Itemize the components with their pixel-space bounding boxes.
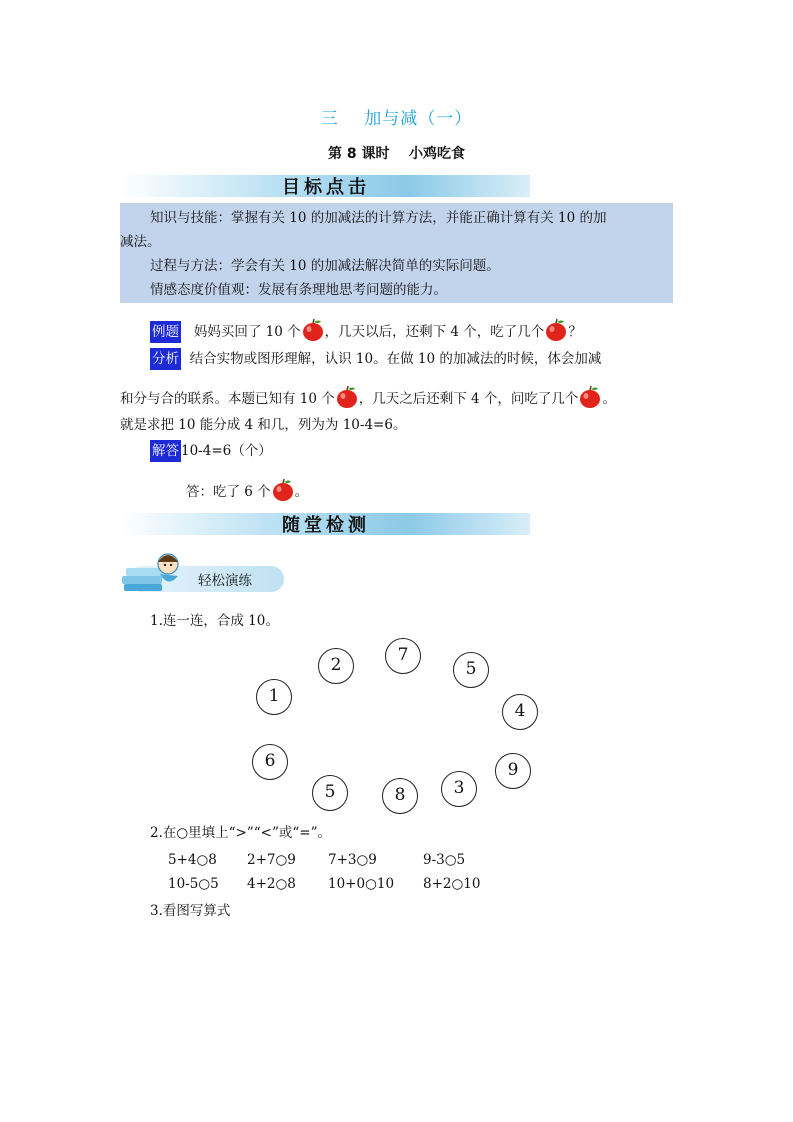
- number-circle[interactable]: 3: [441, 771, 477, 807]
- analysis-text-1: 结合实物或图形理解，认识 10。在做 10 的加减法的时候，体会加减: [189, 351, 602, 367]
- answer-reply-end: 。: [294, 484, 309, 500]
- example-tag: 例题: [150, 321, 181, 343]
- compare-item[interactable]: 9-3○5: [423, 852, 466, 868]
- lesson-title: 第 8 课时 小鸡吃食: [328, 146, 465, 162]
- q1-title: 1.连一连，合成 10。: [150, 613, 279, 629]
- analysis-line-1: [150, 348, 601, 370]
- analysis-tag: 分析: [150, 348, 181, 370]
- answer-formula: 10-4=6（个）: [181, 443, 272, 459]
- apple-icon: [271, 478, 295, 502]
- number-circle[interactable]: 9: [495, 753, 531, 789]
- apple-icon: [301, 318, 325, 342]
- compare-item[interactable]: 7+3○9: [328, 852, 377, 868]
- answer-reply: [186, 478, 308, 503]
- analysis-text-2a: 和分与合的联系。本题已知有 10 个: [120, 391, 335, 407]
- analysis-text-2b: ，几天之后还剩下 4 个，问吃了几个: [358, 391, 579, 407]
- example-text-b: ，几天以后，还剩下 4 个，吃了几个: [324, 324, 545, 340]
- compare-item[interactable]: 10+0○10: [328, 876, 395, 892]
- number-circle[interactable]: 6: [252, 744, 288, 780]
- goal-knowledge: [150, 207, 607, 229]
- goal-text: 学会有关 10 的加减法解决简单的实际问题。: [231, 258, 500, 274]
- example-line: [150, 318, 582, 343]
- apple-icon: [578, 385, 602, 409]
- goal-knowledge-cont: 减法。: [120, 234, 161, 250]
- number-circle[interactable]: 7: [385, 638, 421, 674]
- goals-banner: [120, 175, 530, 197]
- analysis-text-2c: 。: [602, 391, 616, 407]
- answer-reply-text: 答：吃了 6 个: [186, 484, 271, 500]
- goal-label: 过程与方法：: [150, 258, 231, 274]
- example-text-c: ？: [568, 324, 582, 340]
- apple-icon: [544, 318, 568, 342]
- example-text-a: 妈妈买回了 10 个: [193, 324, 301, 340]
- analysis-line-2: [120, 385, 616, 410]
- apple-icon: [335, 385, 359, 409]
- goal-label: 知识与技能：: [150, 210, 231, 226]
- goal-text: 发展有条理地思考问题的能力。: [258, 282, 447, 298]
- answer-tag: 解答: [150, 440, 181, 462]
- reading-child-icon: [120, 548, 190, 596]
- goal-label: 情感态度价值观：: [150, 282, 258, 298]
- number-circle[interactable]: 8: [382, 778, 418, 814]
- goal-attitude: [150, 279, 447, 301]
- compare-item[interactable]: 10-5○5: [168, 876, 219, 892]
- number-circle[interactable]: 5: [453, 652, 489, 688]
- number-circle[interactable]: 1: [256, 679, 292, 715]
- number-circle[interactable]: 4: [502, 694, 538, 730]
- analysis-line-3: 就是求把 10 能分成 4 和几，列为为 10-4=6。: [120, 417, 407, 433]
- practice-label: 轻松演练: [198, 573, 252, 589]
- compare-item[interactable]: 8+2○10: [423, 876, 481, 892]
- goals-banner-title: 目标点击: [282, 177, 370, 198]
- goals-box: [120, 203, 673, 303]
- compare-item[interactable]: 4+2○8: [247, 876, 296, 892]
- q3-title: 3.看图写算式: [150, 903, 231, 919]
- goal-text: 掌握有关 10 的加减法的计算方法，并能正确计算有关 10 的加: [231, 210, 607, 226]
- number-circle[interactable]: 2: [318, 648, 354, 684]
- check-banner: [120, 513, 530, 535]
- answer-line: [150, 440, 272, 462]
- q2-title: 2.在○里填上“>”“<”或“=”。: [150, 825, 332, 841]
- compare-item[interactable]: 2+7○9: [247, 852, 296, 868]
- check-banner-title: 随堂检测: [282, 515, 370, 536]
- number-circle[interactable]: 5: [312, 775, 348, 811]
- compare-item[interactable]: 5+4○8: [168, 852, 217, 868]
- goal-process: [150, 255, 500, 277]
- unit-title: 三 加与减（一）: [320, 109, 473, 129]
